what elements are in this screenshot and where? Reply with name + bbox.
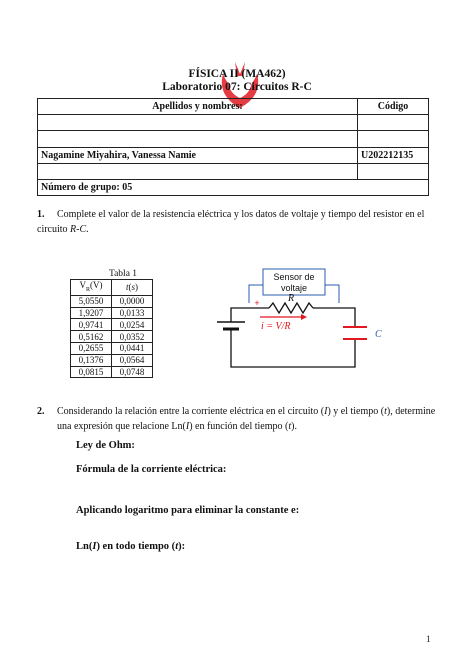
t-value: 0,0254 [112, 319, 153, 331]
info-header-row [38, 99, 429, 115]
q2-var-t: t [288, 421, 292, 432]
q2-text: ). [291, 421, 297, 432]
t-value: 0,0564 [112, 354, 153, 366]
vr-value: 0,5162 [71, 331, 112, 343]
t-header: t(s) [112, 280, 153, 296]
student-code: U202212135 [358, 147, 429, 163]
ln-heading [76, 541, 185, 552]
code-cell[interactable] [358, 115, 429, 131]
t-value: 0,0441 [112, 342, 153, 354]
q2-text: ) en función del tiempo ( [189, 421, 289, 432]
resistor-symbol [269, 303, 313, 313]
name-cell[interactable] [38, 115, 358, 131]
sensor-lead-right [325, 285, 339, 303]
table-row [38, 115, 429, 131]
table-row [38, 131, 429, 147]
question-2-line-2 [37, 419, 437, 434]
question-text-end: . [86, 224, 89, 235]
t-value: 0,0748 [112, 366, 153, 378]
ln-text: ) en todo tiempo ( [96, 541, 176, 552]
page-number: 1 [426, 634, 431, 644]
table-caption: Tabla 1 [108, 269, 138, 279]
q2-var-i: I [185, 421, 190, 432]
question-number: 2. [37, 406, 45, 417]
plus-sign: + [254, 298, 260, 308]
vr-value: 0,0815 [71, 366, 112, 378]
top-wire-left [231, 308, 269, 322]
ohm-law-heading: Ley de Ohm: [76, 440, 135, 451]
q2-text: una expresión que relacione Ln( [57, 421, 186, 432]
vr-value: 0,1376 [71, 354, 112, 366]
table-row [71, 342, 153, 354]
course-title: FÍSICA II (MA462) [188, 68, 286, 80]
student-info-table [37, 98, 429, 196]
table-row [71, 295, 153, 307]
name-cell[interactable] [38, 131, 358, 147]
vr-value: 0,9741 [71, 319, 112, 331]
code-cell[interactable] [358, 163, 429, 179]
q2-var-i: I [324, 406, 328, 417]
current-formula-heading: Fórmula de la corriente eléctrica: [76, 464, 227, 475]
vr-value: 5,0550 [71, 295, 112, 307]
capacitor-label: C [375, 329, 382, 340]
sensor-label-1: Sensor de [273, 272, 315, 282]
table-row [71, 366, 153, 378]
table-row [71, 307, 153, 319]
logarithm-heading: Aplicando logaritmo para eliminar la constante e: [76, 505, 300, 516]
table-row [38, 163, 429, 179]
circuit-name: R-C [70, 224, 87, 235]
vr-value: 0,2655 [71, 342, 112, 354]
current-label: i = V/R [261, 321, 291, 332]
rc-circuit-diagram [205, 265, 405, 375]
vr-header: $V_R(V)$ [71, 280, 112, 296]
bottom-wire [231, 329, 355, 367]
name-cell[interactable] [38, 163, 358, 179]
group-number: Número de grupo: 05 [38, 179, 429, 195]
ln-var-i: I [92, 541, 97, 552]
resistor-label: R [287, 293, 295, 304]
t-value: 0,0352 [112, 331, 153, 343]
voltage-time-table [70, 279, 153, 378]
table-row [38, 147, 429, 163]
question-1 [37, 207, 429, 237]
q2-text: ) y el tiempo ( [327, 406, 385, 417]
question-2-line-1 [37, 404, 437, 419]
vr-value: 1,9207 [71, 307, 112, 319]
q2-var-t: t [384, 406, 387, 417]
question-2 [37, 404, 437, 434]
sensor-label-2: voltaje [280, 283, 308, 293]
top-wire-right [313, 308, 355, 327]
q2-text: ), determine [386, 406, 436, 417]
table-header-row [71, 280, 153, 296]
question-number: 1. [37, 209, 45, 220]
ln-text: Ln( [76, 541, 93, 552]
t-value: 0,0133 [112, 307, 153, 319]
table-row [71, 319, 153, 331]
table-row [38, 179, 429, 195]
ln-text: ): [178, 541, 186, 552]
code-cell[interactable] [358, 131, 429, 147]
current-arrowhead [301, 314, 307, 320]
student-name: Nagamine Miyahira, Vanessa Namie [38, 147, 358, 163]
table-row [71, 354, 153, 366]
code-header: Código [358, 99, 429, 115]
ln-var-t: t [175, 541, 179, 552]
table-row [71, 331, 153, 343]
lab-title: Laboratorio 07: Circuitos R-C [162, 81, 312, 93]
question-text: Complete el valor de la resistencia eléctrica y los datos de voltaje y tiempo del resistor en el circuito [37, 209, 425, 235]
q2-text: Considerando la relación entre la corriente eléctrica en el circuito ( [57, 406, 325, 417]
t-value: 0,0000 [112, 295, 153, 307]
name-header: Apellidos y nombres: [38, 99, 358, 115]
